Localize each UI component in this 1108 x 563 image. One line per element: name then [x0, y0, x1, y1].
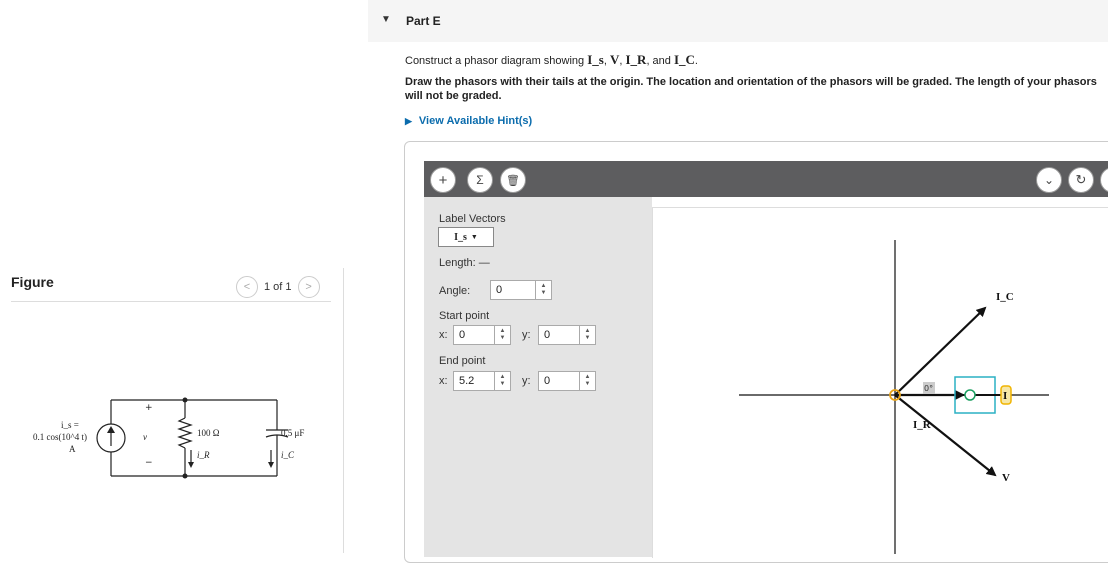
hint-link-label: View Available Hint(s): [418, 115, 533, 127]
panel-divider: [343, 268, 344, 553]
end-y-field: [538, 371, 596, 391]
vector-tail-handle[interactable]: [965, 390, 975, 400]
resistor-label: 100 Ω: [197, 428, 220, 438]
vector-is-label: I: [1003, 390, 1008, 402]
end-x-label: x:: [439, 375, 448, 387]
end-x-input[interactable]: 5.2: [453, 371, 495, 391]
instructions-text: Draw the phasors with their tails at the origin. The location and orientation of the phasors will be graded. The length of your phasors will not be graded.: [405, 76, 1097, 102]
vector-v-label: V: [1002, 472, 1010, 484]
start-y-field: [538, 325, 596, 345]
start-x-input[interactable]: 0: [453, 325, 495, 345]
resistor-current-label: i_R: [197, 450, 210, 460]
term-v: V: [609, 52, 620, 67]
vector-toolbar: [424, 161, 1108, 197]
minus-sign: −: [145, 458, 153, 468]
end-y-stepper[interactable]: ▲ ▼: [580, 371, 596, 391]
end-y-label: y:: [522, 375, 531, 387]
end-y-input[interactable]: 0: [538, 371, 580, 391]
start-y-label: y:: [522, 329, 531, 341]
angle-input[interactable]: 0: [490, 280, 536, 300]
start-y-stepper[interactable]: ▲ ▼: [580, 325, 596, 345]
start-point-label: Start point: [439, 310, 490, 322]
length-value: —: [478, 257, 490, 269]
source-label-2: 0.1 cos(10^4 t): [33, 432, 87, 442]
options-dropdown-button[interactable]: ⌄: [1036, 167, 1062, 193]
collapse-arrow-icon[interactable]: ▼: [381, 14, 391, 25]
source-label-1: i_s =: [61, 420, 79, 430]
figure-divider: [11, 301, 331, 302]
voltage-label: v: [143, 432, 147, 442]
angle-badge-text: 0°: [924, 384, 934, 393]
circuit-diagram: [25, 388, 325, 488]
figure-pager: [236, 276, 320, 298]
capacitor-current-label: i_C: [281, 450, 295, 460]
help-button[interactable]: [1100, 167, 1108, 193]
reset-button[interactable]: ↻: [1068, 167, 1094, 193]
hint-caret-icon: ▶: [405, 115, 412, 126]
view-hints-link[interactable]: [405, 115, 532, 127]
vector-v[interactable]: [895, 395, 995, 475]
start-x-label: x:: [439, 329, 448, 341]
question-prefix: Construct a phasor diagram showing: [405, 55, 588, 67]
start-y-input[interactable]: 0: [538, 325, 580, 345]
vector-controls-panel: [424, 197, 652, 557]
sum-vectors-button[interactable]: Σ: [467, 167, 493, 193]
length-label: Length:: [439, 257, 476, 269]
end-point-label: End point: [439, 355, 486, 367]
phasor-diagram[interactable]: [653, 208, 1108, 554]
angle-label: Angle:: [439, 285, 471, 297]
vector-label-select[interactable]: [438, 227, 494, 247]
end-x-field: [453, 371, 511, 391]
end-x-stepper[interactable]: ▲ ▼: [495, 371, 511, 391]
pager-text: 1 of 1: [264, 281, 292, 293]
term-ir: I_R: [625, 52, 647, 67]
term-is: I_s: [587, 52, 604, 67]
phasor-canvas[interactable]: [652, 207, 1108, 558]
angle-field: [490, 280, 552, 300]
part-header[interactable]: [368, 0, 1108, 42]
delete-vector-button[interactable]: 🗑: [500, 167, 526, 193]
start-x-field: [453, 325, 511, 345]
capacitor-label: 0.5 μF: [281, 428, 305, 438]
selected-vector-label: I_s: [454, 231, 467, 243]
term-ic: I_C: [673, 52, 695, 67]
add-vector-button[interactable]: +: [430, 167, 456, 193]
source-arrow: [107, 426, 115, 433]
figure-title: Figure: [11, 274, 54, 290]
part-title: Part E: [406, 14, 441, 28]
vector-ic-label: I_C: [996, 291, 1014, 303]
vector-ic[interactable]: [895, 308, 985, 395]
angle-stepper[interactable]: ▲ ▼: [536, 280, 552, 300]
length-readout: [439, 257, 490, 269]
source-label-3: A: [69, 444, 76, 454]
vector-ir-label: I_R: [913, 419, 931, 431]
prev-figure-button[interactable]: <: [236, 276, 258, 298]
next-figure-button[interactable]: >: [298, 276, 320, 298]
start-x-stepper[interactable]: ▲ ▼: [495, 325, 511, 345]
chevron-down-icon: ▼: [470, 233, 478, 241]
label-vectors-heading: Label Vectors: [439, 213, 506, 225]
question-text: Construct a phasor diagram showing I_s, V, I_R, and I_C.: [405, 52, 698, 67]
plus-sign: +: [145, 403, 153, 413]
